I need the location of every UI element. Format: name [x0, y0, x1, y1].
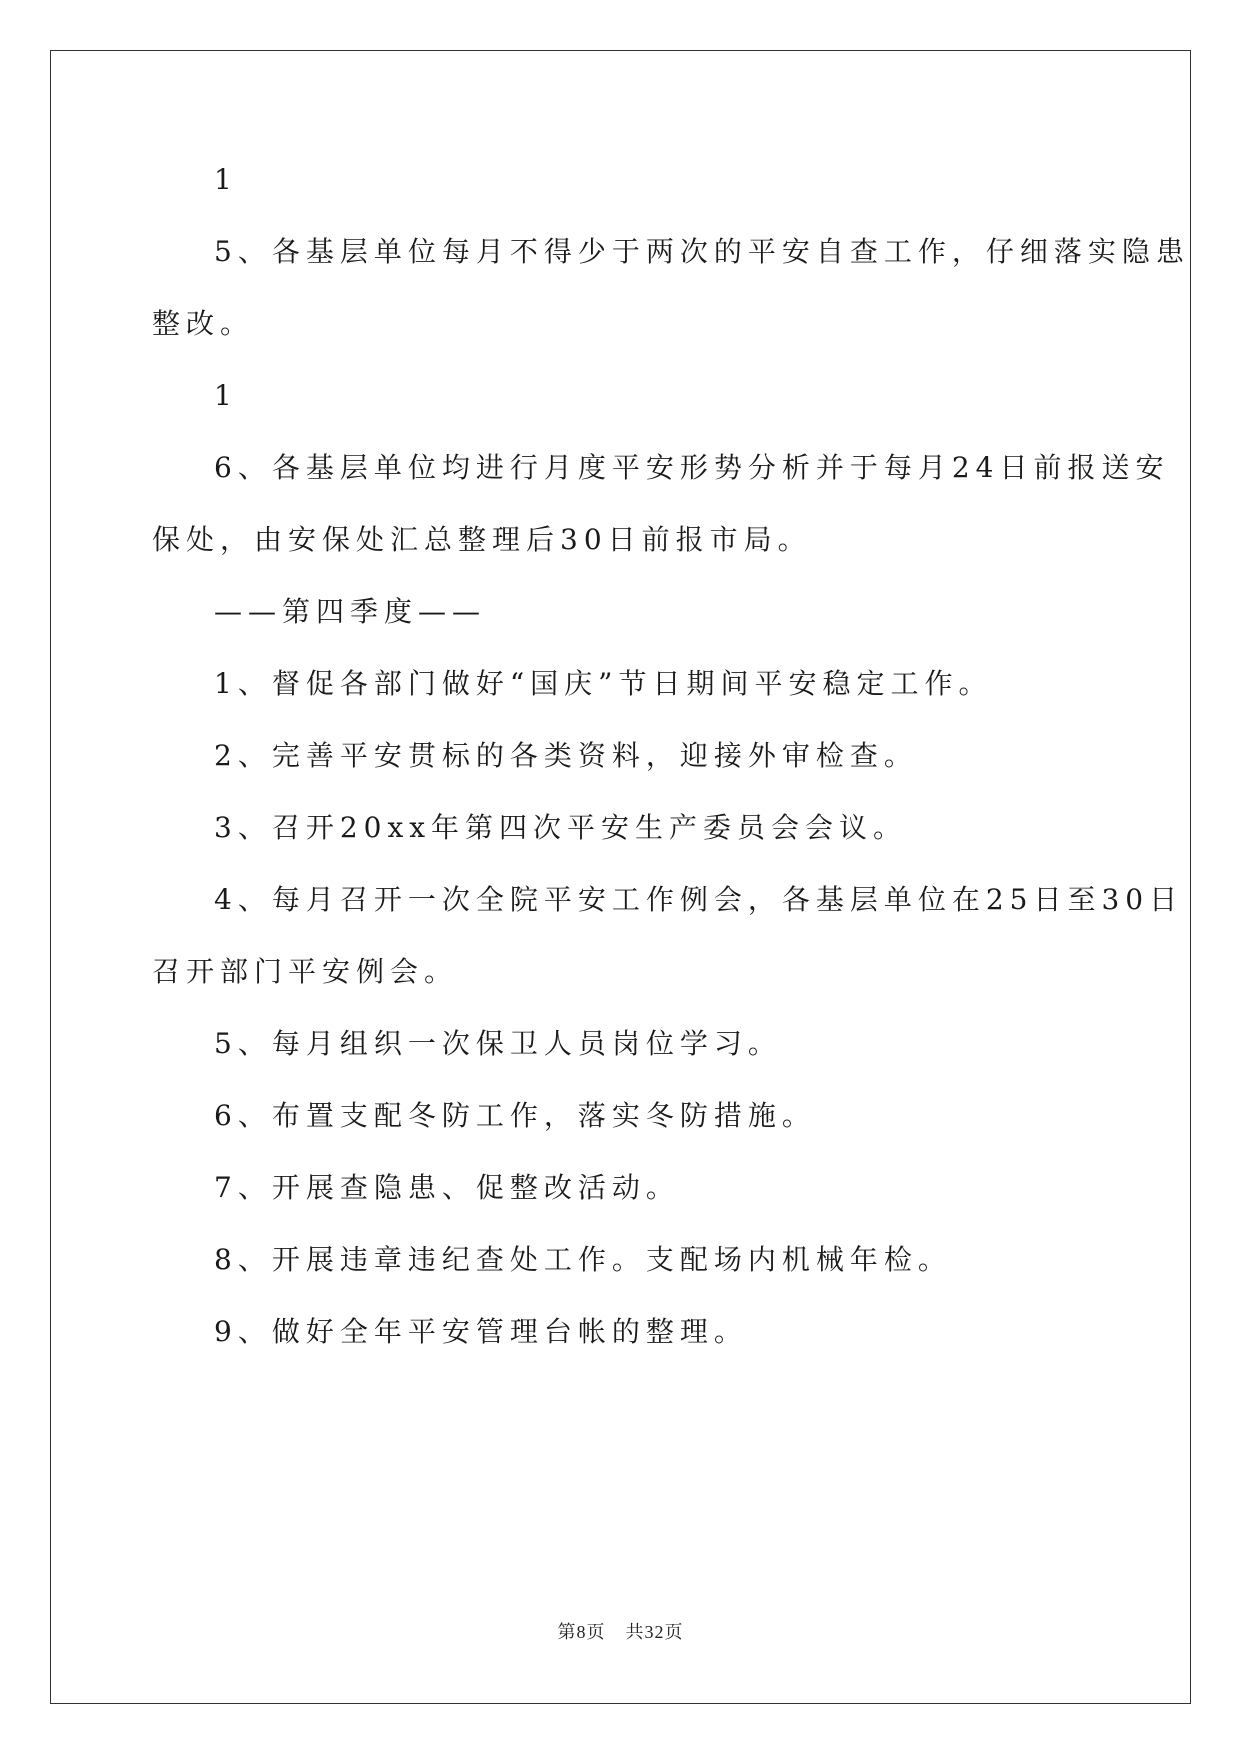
paragraph-line: 9、做好全年平安管理台帐的整理。 — [214, 1315, 748, 1348]
paragraph-line: 6、布置支配冬防工作，落实冬防措施。 — [214, 1099, 816, 1132]
paragraph-line: 保处，由安保处汇总整理后30日前报市局。 — [152, 523, 812, 556]
section-heading: ——第四季度—— — [214, 595, 487, 628]
paragraph-line: 整改。 — [152, 307, 255, 340]
paragraph-line: 1 — [214, 379, 238, 412]
total-pages: 32 — [644, 1622, 665, 1642]
page-number: 8 — [576, 1622, 587, 1642]
paragraph-line: 8、开展违章违纪查处工作。支配场内机械年检。 — [214, 1243, 952, 1276]
paragraph-line: 2、完善平安贯标的各类资料，迎接外审检查。 — [214, 739, 918, 772]
paragraph-line: 7、开展查隐患、促整改活动。 — [214, 1171, 680, 1204]
paragraph-line: 4、每月召开一次全院平安工作例会，各基层单位在25日至30日 — [214, 883, 1184, 916]
paragraph-line: 6、各基层单位均进行月度平安形势分析并于每月24日前报送安 — [214, 451, 1170, 484]
total-prefix: 共 — [625, 1622, 645, 1643]
paragraph-line: 5、各基层单位每月不得少于两次的平安自查工作，仔细落实隐患 — [214, 235, 1190, 268]
paragraph-line: 1 — [214, 163, 238, 196]
page-prefix: 第 — [557, 1622, 577, 1643]
page-suffix: 页 — [586, 1622, 606, 1643]
paragraph-line: 5、每月组织一次保卫人员岗位学习。 — [214, 1027, 782, 1060]
paragraph-line: 3、召开20xx年第四次平安生产委员会会议。 — [214, 811, 908, 844]
total-suffix: 页 — [664, 1622, 684, 1643]
page-footer — [0, 1620, 1241, 1645]
page-border — [50, 50, 1191, 1704]
paragraph-line: 召开部门平安例会。 — [152, 955, 459, 988]
paragraph-line: 1、督促各部门做好“国庆”节日期间平安稳定工作。 — [214, 667, 993, 700]
